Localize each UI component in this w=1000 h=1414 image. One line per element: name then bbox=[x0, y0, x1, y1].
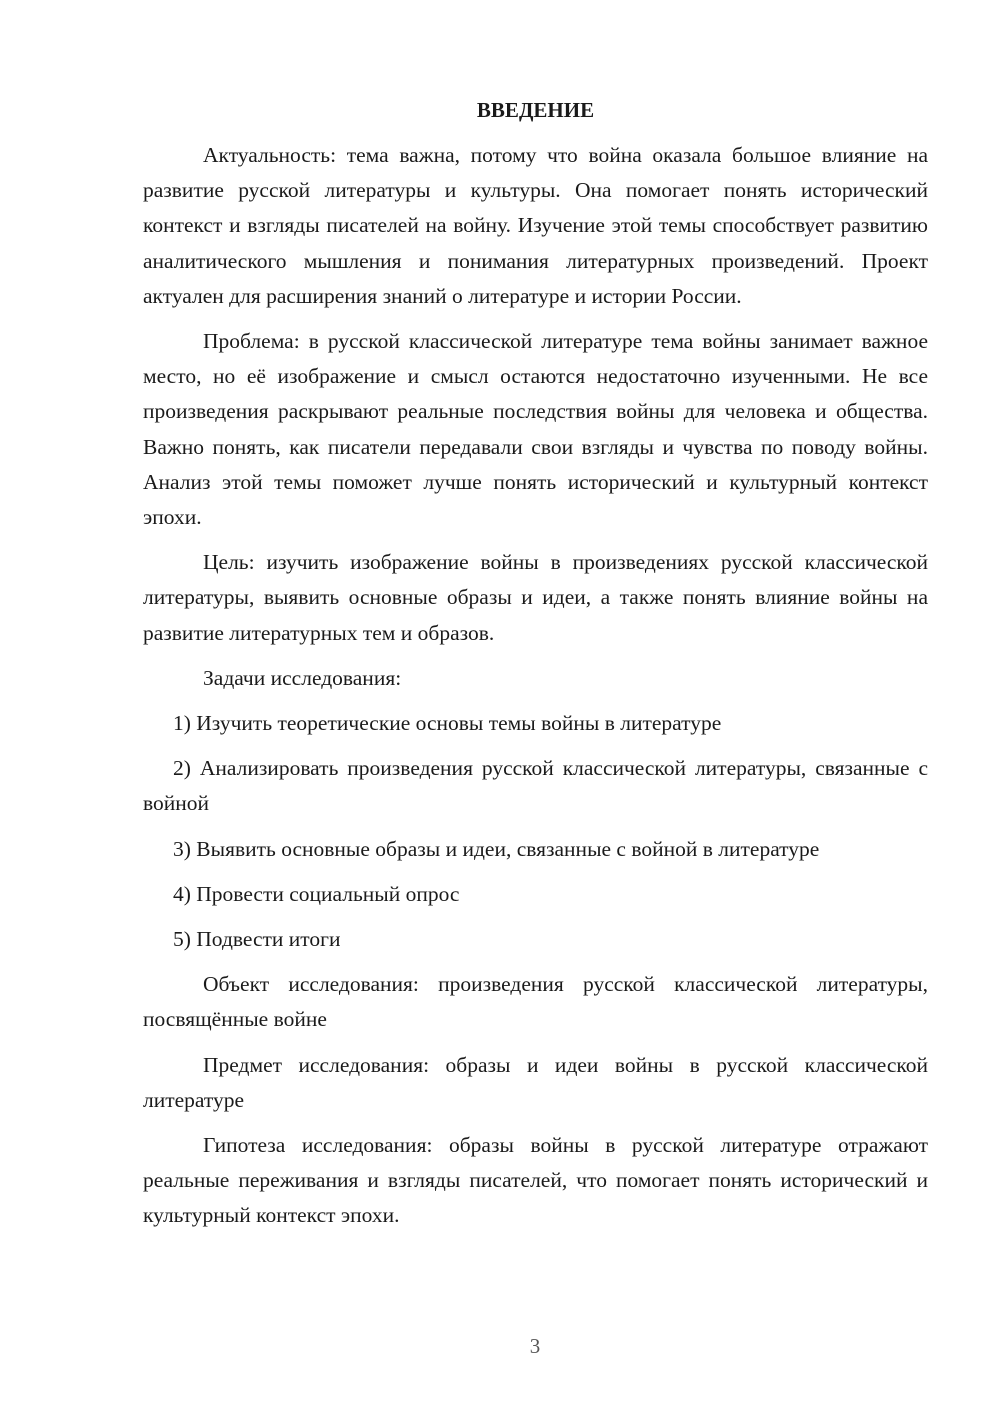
page-number: 3 bbox=[529, 1334, 541, 1358]
subject-paragraph: Предмет исследования: образы и идеи войны в русской классической литературе bbox=[143, 1052, 928, 1112]
problem-paragraph: Проблема: в русской классической литературе тема войны занимает важное место, но её изображение и смысл остаются недостаточно изученными. Не все произведения раскрывают реальные последствия войны для человека и общества. Важно понять, как писатели передавали свои взгляды и чувства по поводу войны. Анализ этой темы поможет лучше понять исторический и культурный контекст эпохи. bbox=[143, 329, 928, 530]
task-item: 5) Подвести итоги bbox=[173, 927, 341, 952]
task-item: 1) Изучить теоретические основы темы войны в литературе bbox=[173, 711, 722, 736]
relevance-paragraph: Актуальность: тема важна, потому что война оказала большое влияние на развитие русской литературы и культуры. Она помогает понять исторический контекст и взгляды писателей на войну. Изучение этой темы способствует развитию аналитического мышления и понимания литературных произведений. Проект актуален для расширения знаний о литературе и истории России. bbox=[143, 143, 928, 308]
hypothesis-paragraph: Гипотеза исследования: образы войны в русской литературе отражают реальные переживания и взгляды писателей, что помогает понять исторический и культурный контекст эпохи. bbox=[143, 1133, 928, 1228]
section-title: ВВЕДЕНИЕ bbox=[476, 98, 595, 122]
document-page bbox=[143, 96, 928, 1244]
task-item: 2) Анализировать произведения русской классической литературы, связанные с войной bbox=[143, 756, 928, 816]
goal-paragraph: Цель: изучить изображение войны в произведениях русской классической литературы, выявить основные образы и идеи, а также понять влияние войны на развитие литературных тем и образов. bbox=[143, 550, 928, 645]
object-paragraph: Объект исследования: произведения русской классической литературы, посвящённые войне bbox=[143, 972, 928, 1032]
tasks-heading: Задачи исследования: bbox=[203, 665, 402, 690]
task-item: 4) Провести социальный опрос bbox=[173, 881, 460, 906]
task-item: 3) Выявить основные образы и идеи, связанные с войной в литературе bbox=[173, 836, 820, 861]
